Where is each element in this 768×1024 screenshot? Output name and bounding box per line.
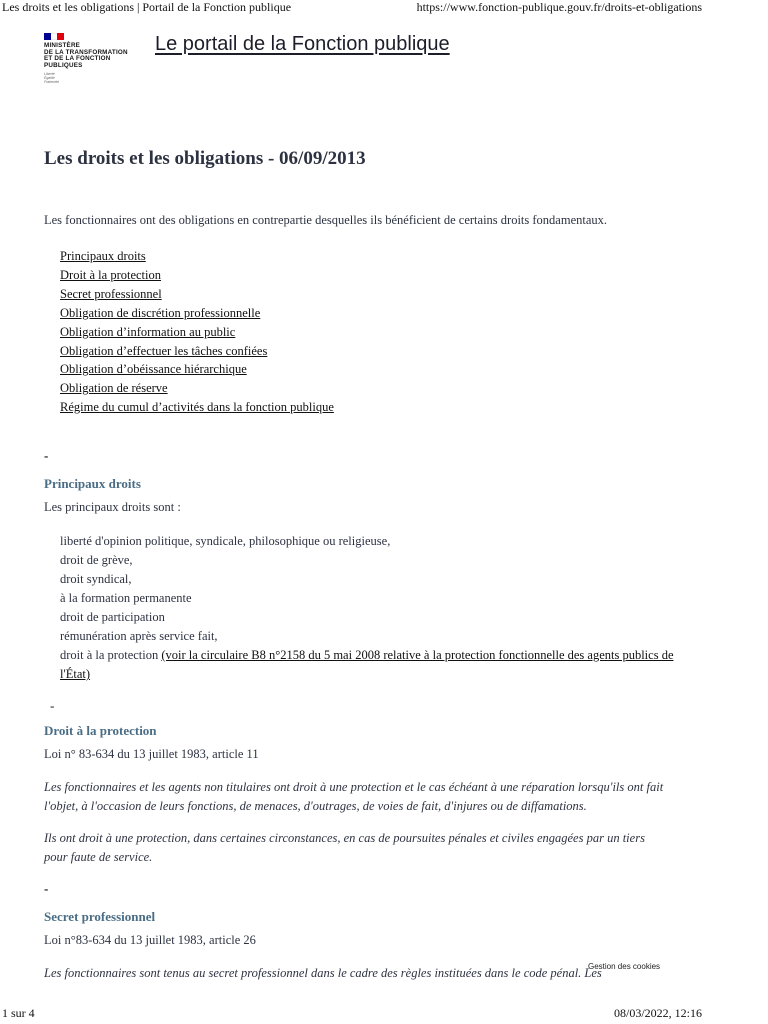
page-title: Les droits et les obligations - 06/09/2013 (44, 148, 366, 169)
section-marker: - (50, 698, 55, 713)
law-reference: Loi n° 83-634 du 13 juillet 1983, article 11 (44, 747, 259, 761)
list-item: à la formation permanente (60, 591, 192, 605)
french-flag-icon (44, 33, 64, 40)
list-item: droit de participation (60, 610, 165, 624)
list-item-text: droit à la protection (60, 648, 162, 662)
ministry-name: MINISTÈRE DE LA TRANSFORMATION ET DE LA FONCTION PUBLIQUES (44, 42, 128, 69)
toc-item (60, 247, 334, 266)
section-heading-principaux-droits: Principaux droits (44, 476, 141, 491)
table-of-contents (60, 247, 334, 417)
toc-link-secret-professionnel[interactable]: Secret professionnel (60, 286, 162, 301)
secret-paragraph-1: Les fonctionnaires sont tenus au secret professionnel dans le cadre des règles instituées dans le code pénal. Les (44, 966, 602, 980)
section-marker: - (44, 448, 49, 463)
section-heading-secret-professionnel: Secret professionnel (44, 909, 156, 924)
toc-link-cumul[interactable]: Régime du cumul d’activités dans la fonction publique (60, 400, 334, 415)
toc-link-principaux-droits[interactable]: Principaux droits (60, 249, 146, 263)
print-page-title: Les droits et les obligations | Portail de la Fonction publique (2, 0, 292, 14)
cookie-settings-link[interactable]: Gestion des cookies (588, 962, 661, 971)
print-page-url: https://www.fonction-publique.gouv.fr/droits-et-obligations (416, 0, 702, 14)
site-title-link[interactable]: Le portail de la Fonction publique (155, 33, 450, 55)
rights-list (60, 532, 700, 684)
print-header (0, 0, 768, 16)
flag-red (57, 33, 64, 40)
flag-white (51, 33, 58, 40)
toc-link-reserve[interactable]: Obligation de réserve (60, 381, 168, 396)
section-heading-droit-protection: Droit à la protection (44, 723, 157, 738)
protection-paragraph-2: Ils ont droit à une protection, dans certaines circonstances, en cas de poursuites pénales et civiles engagées par un tiers pour faute de service. (44, 831, 645, 864)
toc-item (60, 342, 334, 361)
toc-link-taches[interactable]: Obligation d’effectuer les tâches confiées (60, 343, 268, 358)
rights-lead: Les principaux droits sont : (44, 500, 181, 514)
list-item (60, 646, 700, 684)
toc-item (60, 379, 334, 398)
toc-link-information[interactable]: Obligation d’information au public (60, 324, 236, 339)
print-footer (0, 1006, 768, 1024)
section-marker: - (44, 881, 49, 896)
ministry-logo[interactable] (44, 33, 144, 84)
list-item: droit syndical, (60, 572, 132, 586)
law-reference: Loi n°83-634 du 13 juillet 1983, article 26 (44, 933, 256, 947)
protection-paragraph-1: Les fonctionnaires et les agents non titulaires ont droit à une protection et le cas échéant à une réparation lorsqu'ils ont fait l'objet, à l'occasion de leurs fonctions, de menaces, d'outrages, de voies de fait, d'injures ou de diffamations. (44, 780, 664, 813)
list-item: droit de grève, (60, 553, 133, 567)
print-datetime: 08/03/2022, 12:16 (613, 1006, 702, 1020)
toc-item (60, 323, 334, 342)
toc-link-discretion[interactable]: Obligation de discrétion professionnelle (60, 305, 261, 320)
page-number: 1 sur 4 (2, 1006, 35, 1020)
toc-item (60, 266, 334, 285)
intro-text: Les fonctionnaires ont des obligations en contrepartie desquelles ils bénéficient de certains droits fondamentaux. (44, 213, 608, 227)
flag-blue (44, 33, 51, 40)
list-item: rémunération après service fait, (60, 629, 218, 643)
toc-item (60, 285, 334, 304)
republic-motto: Liberté Égalité Fraternité (44, 72, 59, 84)
toc-item (60, 398, 334, 417)
toc-item (60, 304, 334, 323)
circulaire-link[interactable]: (voir la circulaire B8 n°2158 du 5 mai 2008 relative à la protection fonctionnelle des agents publics de l'État) (60, 648, 674, 681)
list-item: liberté d'opinion politique, syndicale, philosophique ou religieuse, (60, 534, 391, 548)
toc-item (60, 360, 334, 379)
toc-link-obeissance[interactable]: Obligation d’obéissance hiérarchique (60, 362, 247, 377)
toc-link-droit-protection[interactable]: Droit à la protection (60, 267, 162, 282)
